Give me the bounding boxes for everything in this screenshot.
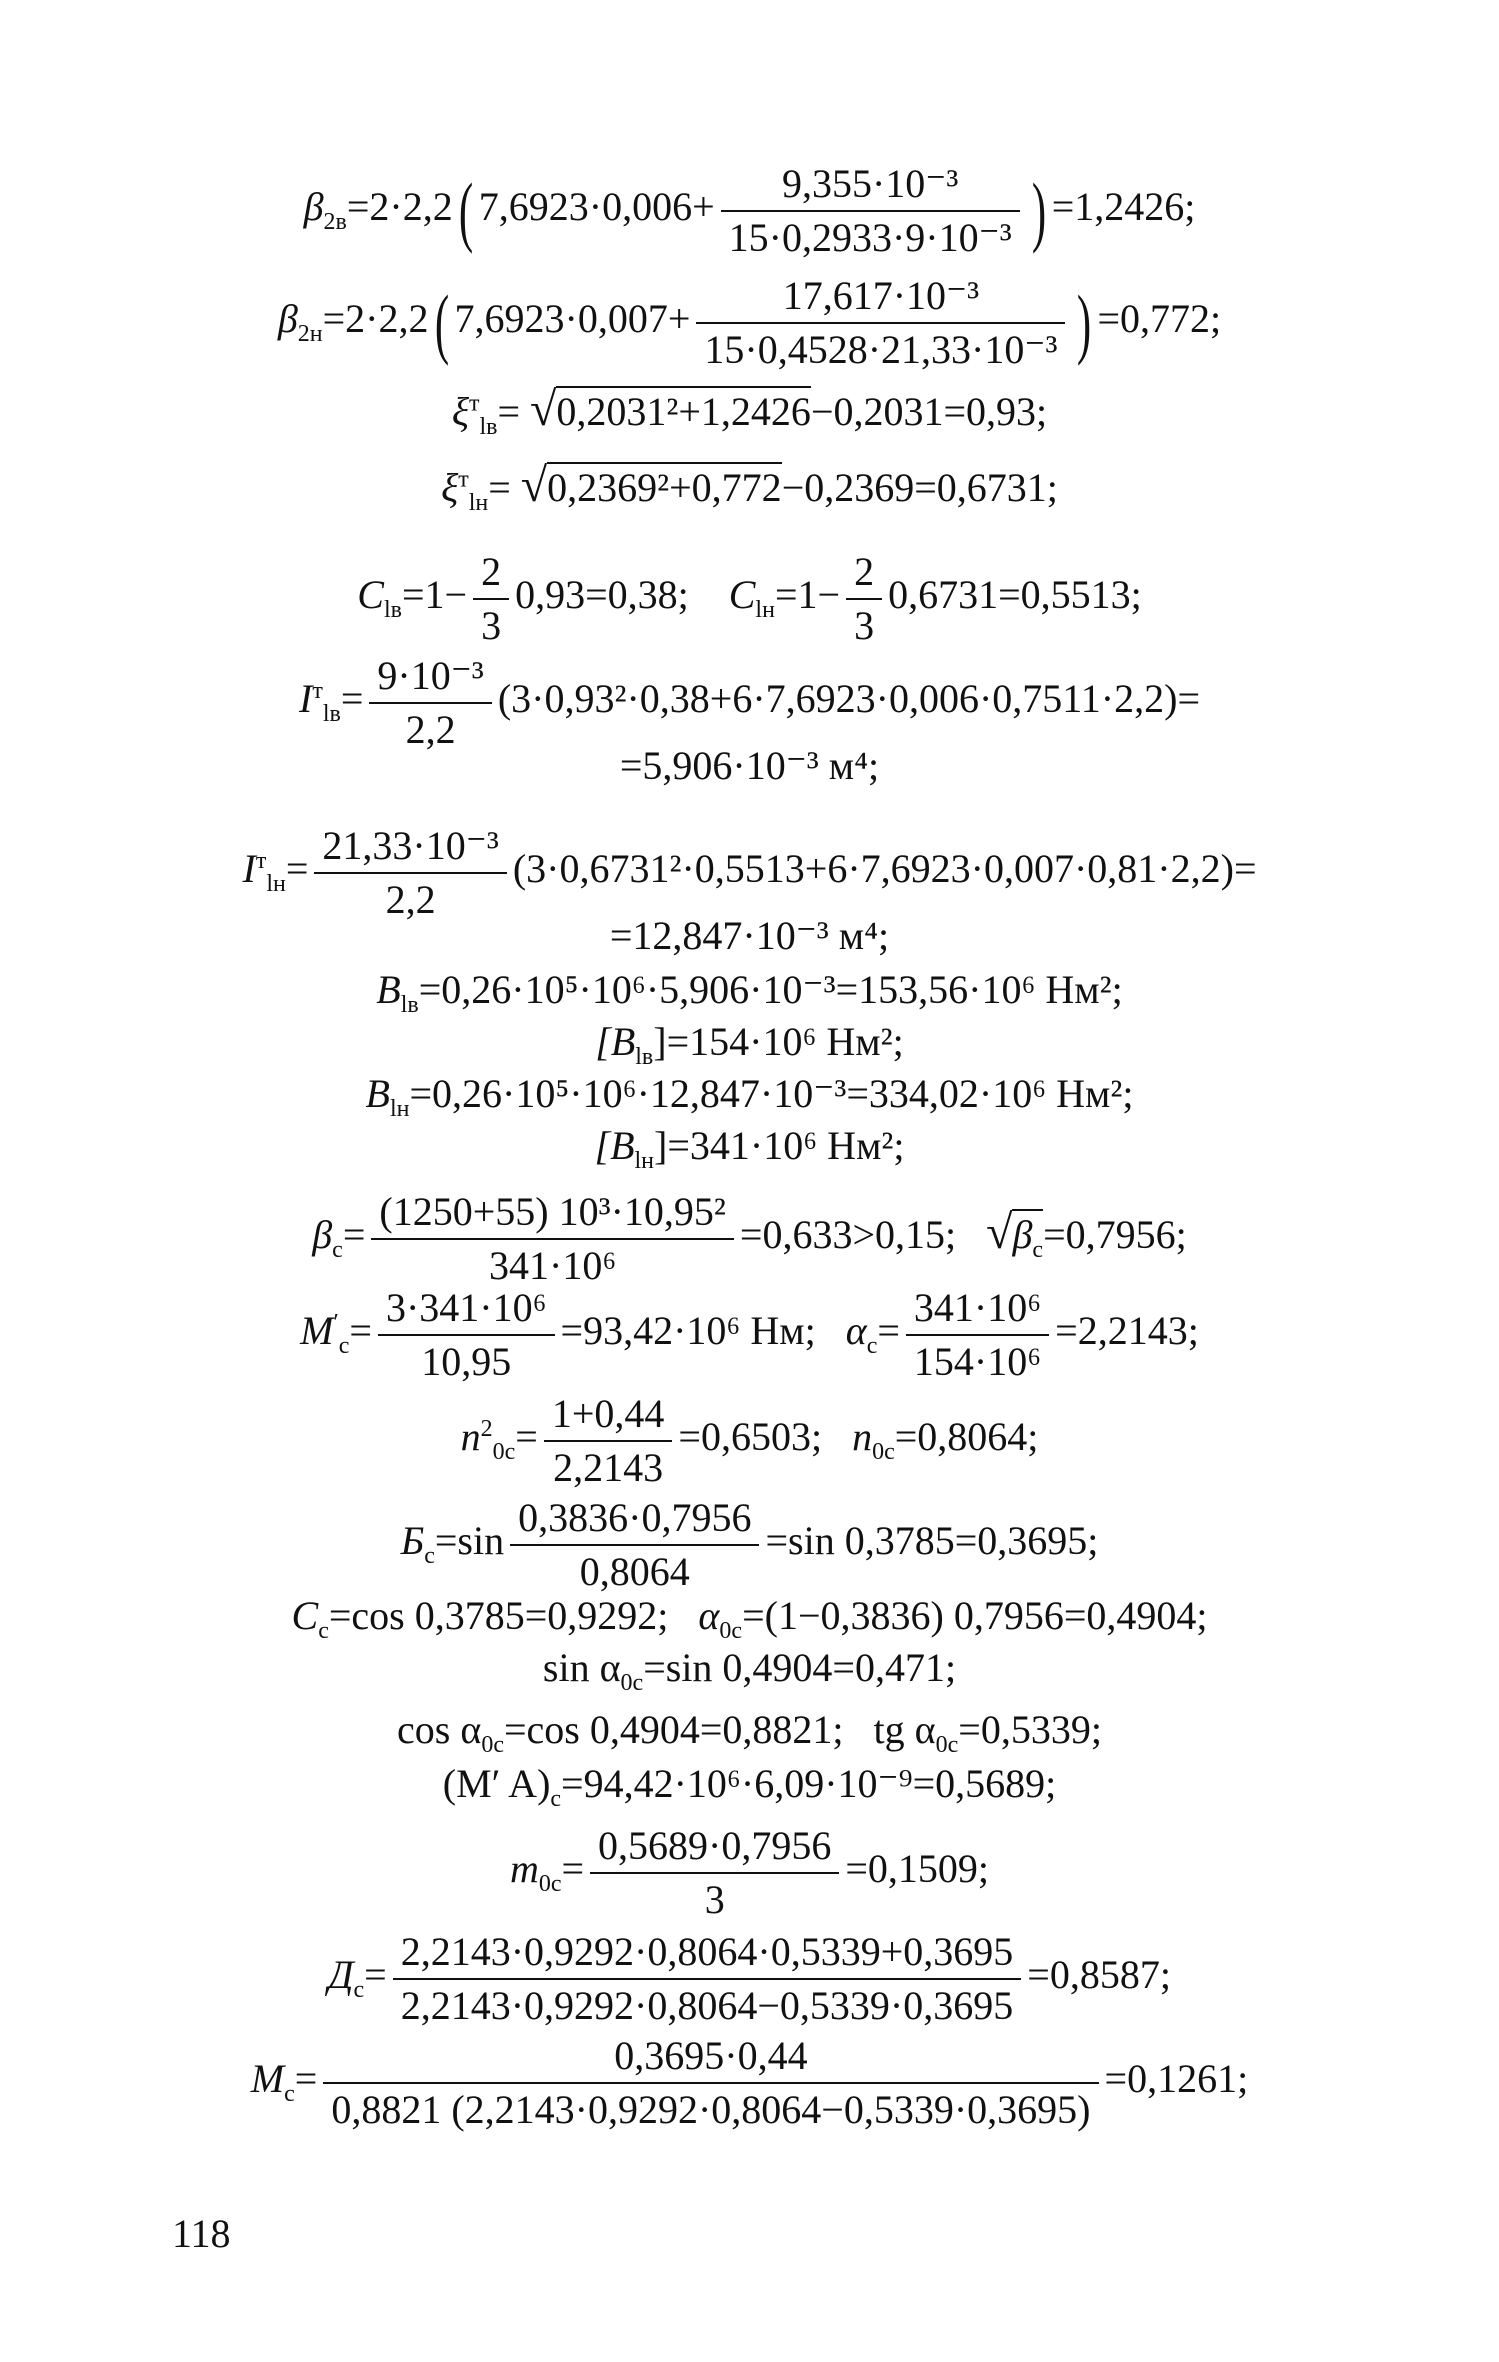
- expression: (3·0,93²·0,38+6·7,6923·0,006·0,7511·2,2)=: [497, 676, 1200, 722]
- equation-m0c: [0, 1822, 1499, 1924]
- equation-i-ln: [0, 822, 1499, 924]
- text: =: [877, 1308, 900, 1354]
- result: −0,2031=0,93;: [810, 389, 1048, 434]
- result: =1,2426;: [1051, 184, 1196, 230]
- text: 7,6923·0,007+: [454, 296, 691, 342]
- b-symbol: [B: [594, 1123, 635, 1168]
- denominator: 341·10⁶: [489, 1243, 617, 1288]
- text: =: [340, 676, 364, 722]
- subscript: с: [338, 1333, 350, 1360]
- result: =0,1261;: [1104, 2056, 1249, 2102]
- m-symbol: M: [300, 1308, 334, 1354]
- subscript: 2н: [297, 321, 323, 348]
- text: =: [515, 1414, 538, 1460]
- fraction: [371, 1188, 734, 1290]
- superscript: 2: [480, 1415, 493, 1442]
- fraction: [314, 822, 506, 924]
- alpha-symbol: α: [698, 1593, 720, 1638]
- d-symbol: Д: [328, 1952, 354, 1998]
- superscript: ′: [333, 1309, 339, 1336]
- equation-d-c: [0, 1928, 1499, 2030]
- result: =0,5339;: [958, 1707, 1102, 1752]
- result: ]=341·10⁶ Нм²;: [654, 1123, 905, 1168]
- numerator: 3·341·10⁶: [378, 1284, 555, 1336]
- text: cos α: [397, 1707, 482, 1752]
- fraction: [906, 1284, 1049, 1386]
- beta-symbol: β: [277, 296, 298, 342]
- numerator: 17,617·10⁻³: [696, 272, 1065, 324]
- result: =2,2143;: [1055, 1308, 1199, 1354]
- fraction: [846, 548, 882, 650]
- denominator: 0,8064: [579, 1549, 690, 1594]
- denominator: 10,95: [421, 1339, 512, 1384]
- paren: ): [1077, 279, 1092, 366]
- subscript: lв: [400, 992, 419, 1018]
- equation-b-lv-rounded: [0, 1018, 1499, 1070]
- numerator: 341·10⁶: [906, 1284, 1049, 1336]
- equation-c-l: [0, 548, 1499, 650]
- numerator: 21,33·10⁻³: [314, 822, 506, 874]
- text: =2·2,2: [346, 184, 453, 230]
- denominator: 154·10⁶: [913, 1339, 1042, 1384]
- equation-xi-lv: [0, 383, 1499, 440]
- radicand: [1012, 1209, 1044, 1264]
- subscript: с: [550, 1786, 562, 1812]
- result: =0,7956;: [1043, 1212, 1187, 1258]
- equation-mm-c: [0, 2032, 1499, 2134]
- m-symbol: m: [509, 1846, 539, 1892]
- fraction: [721, 160, 1020, 262]
- result: =12,847·10⁻³ м⁴;: [609, 913, 890, 958]
- equation-i-lv-result: [0, 742, 1499, 790]
- fraction: [473, 548, 509, 650]
- superscript: т: [458, 466, 469, 493]
- numerator: 0,5689·0,7956: [590, 1822, 839, 1874]
- text: =: [349, 1308, 372, 1354]
- equation-cc: [0, 1592, 1499, 1644]
- text: =: [497, 389, 521, 434]
- result: =sin 0,4904=0,471;: [643, 1645, 957, 1690]
- numerator: 0,3836·0,7956: [510, 1494, 759, 1546]
- subscript: lн: [389, 1096, 410, 1122]
- b-symbol: B: [376, 967, 401, 1012]
- subscript: lн: [634, 1148, 655, 1174]
- c-symbol: C: [291, 1593, 319, 1638]
- expression: (3·0,6731²·0,5513+6·7,6923·0,007·0,81·2,2)=: [512, 846, 1257, 892]
- subscript: с: [424, 1543, 435, 1570]
- beta-symbol: β: [312, 1212, 333, 1258]
- b-symbol: Б: [400, 1518, 425, 1564]
- result: =cos 0,4904=0,8821;: [503, 1707, 844, 1752]
- paren: ): [1031, 167, 1046, 254]
- numerator: 2,2143·0,9292·0,8064·0,5339+0,3695: [393, 1928, 1022, 1980]
- subscript: lв: [383, 597, 402, 624]
- denominator: 0,8821 (2,2143·0,9292·0,8064−0,5339·0,3695): [331, 2087, 1091, 2132]
- equation-n-c: [0, 1390, 1499, 1492]
- fraction: [378, 1284, 555, 1386]
- c-symbol: C: [728, 572, 756, 618]
- paren: (: [434, 279, 449, 366]
- subscript: lв: [322, 701, 341, 728]
- denominator: 2,2143: [553, 1445, 664, 1490]
- subscript: с: [353, 1977, 365, 2004]
- subscript: 0с: [872, 1439, 895, 1466]
- fraction: [544, 1390, 673, 1492]
- fraction: [590, 1822, 839, 1924]
- result: 0,6731=0,5513;: [888, 572, 1142, 618]
- numerator: 2: [846, 548, 882, 600]
- alpha-symbol: α: [845, 1308, 867, 1354]
- numerator: 9·10⁻³: [369, 652, 491, 704]
- fraction: [510, 1494, 759, 1596]
- beta-symbol: β: [1012, 1212, 1033, 1258]
- result: =94,42·10⁶·6,09·10⁻⁹=0,5689;: [561, 1761, 1057, 1806]
- c-symbol: C: [357, 572, 384, 618]
- result: −0,2369=0,6731;: [781, 465, 1058, 510]
- xi-symbol: ξ: [441, 465, 459, 510]
- n-symbol: n: [460, 1414, 481, 1460]
- text: sin α: [542, 1645, 621, 1690]
- xi-symbol: ξ: [451, 389, 469, 434]
- equation-i-ln-result: [0, 912, 1499, 960]
- denominator: 2,2: [385, 877, 436, 922]
- subscript: с: [284, 2081, 295, 2108]
- numerator: (1250+55) 10³·10,95²: [371, 1188, 734, 1240]
- result: =0,1509;: [845, 1846, 990, 1892]
- fraction: [323, 2032, 1098, 2134]
- text: 7,6923·0,006+: [478, 184, 715, 230]
- fraction: [393, 1928, 1022, 2030]
- paren: (: [458, 167, 473, 254]
- superscript: т: [468, 390, 480, 417]
- subscript: с: [866, 1333, 878, 1360]
- subscript: lв: [479, 414, 498, 440]
- result: =93,42·10⁶ Нм;: [560, 1308, 816, 1354]
- result: =0,26·10⁵·10⁶·12,847·10⁻³=334,02·10⁶ Нм²;: [409, 1071, 1134, 1116]
- result: =0,6503;: [678, 1414, 823, 1460]
- radical-sign: √: [520, 459, 548, 512]
- equation-m-c: [0, 1284, 1499, 1386]
- subscript: lн: [755, 597, 775, 624]
- equation-sin-alpha: [0, 1644, 1499, 1696]
- equation-b-ln-rounded: [0, 1122, 1499, 1174]
- denominator: 15·0,2933·9·10⁻³: [728, 215, 1012, 260]
- text: =sin: [434, 1518, 505, 1564]
- denominator: 2,2143·0,9292·0,8064−0,5339·0,3695: [400, 1983, 1014, 2028]
- i-symbol: I: [298, 676, 313, 722]
- equation-xi-ln: [0, 459, 1499, 516]
- subscript: 0с: [492, 1439, 516, 1466]
- radicand: 0,2369²+0,772: [547, 462, 782, 510]
- text: =: [364, 1952, 387, 1998]
- fraction: [696, 272, 1065, 374]
- m-symbol: M: [250, 2056, 285, 2102]
- radicand: 0,2031²+1,2426: [556, 386, 811, 434]
- text: tg α: [873, 1707, 936, 1752]
- superscript: т: [255, 847, 267, 874]
- result: =sin 0,3785=0,3695;: [765, 1518, 1099, 1564]
- page-number: 118: [172, 2211, 231, 2256]
- i-symbol: I: [242, 846, 256, 892]
- subscript: 0с: [481, 1732, 504, 1758]
- equation-i-lv: [0, 652, 1499, 754]
- result: =0,8587;: [1027, 1952, 1171, 1998]
- text: =: [488, 465, 511, 510]
- result: =0,8064;: [894, 1414, 1039, 1460]
- b-symbol: B: [365, 1071, 390, 1116]
- equation-cos-tg-alpha: [0, 1706, 1499, 1758]
- denominator: 2,2: [405, 707, 456, 752]
- numerator: 9,355·10⁻³: [721, 160, 1020, 212]
- subscript: 0с: [538, 1871, 562, 1898]
- subscript: 0с: [719, 1618, 743, 1644]
- text: =: [285, 846, 309, 892]
- result: =(1−0,3836) 0,7956=0,4904;: [742, 1593, 1208, 1638]
- text: (M′ A): [442, 1761, 551, 1806]
- beta-symbol: β: [303, 184, 324, 230]
- denominator: 3: [854, 603, 875, 648]
- text: =: [342, 1212, 366, 1258]
- equation-b-lv: [0, 966, 1499, 1018]
- equation-b-ln: [0, 1070, 1499, 1122]
- result: =0,772;: [1097, 296, 1222, 342]
- subscript: lв: [635, 1044, 654, 1070]
- result: 0,93=0,38;: [515, 572, 689, 618]
- subscript: lн: [266, 871, 286, 898]
- denominator: 15·0,4528·21,33·10⁻³: [704, 327, 1058, 372]
- radical-sign: √: [986, 1206, 1013, 1260]
- denominator: 3: [704, 1877, 725, 1922]
- equation-beta-c: [0, 1188, 1499, 1290]
- result: =0,26·10⁵·10⁶·5,906·10⁻³=153,56·10⁶ Нм²;: [418, 967, 1123, 1012]
- subscript: 0с: [935, 1732, 959, 1758]
- subscript: с: [318, 1618, 329, 1644]
- b-symbol: [B: [595, 1019, 636, 1064]
- equation-beta-2v: [0, 160, 1499, 262]
- subscript: 2в: [323, 209, 347, 236]
- equation-ma: [0, 1760, 1499, 1812]
- n-symbol: n: [852, 1414, 873, 1460]
- subscript: 0с: [620, 1670, 644, 1696]
- result: =cos 0,3785=0,9292;: [328, 1593, 669, 1638]
- radical-sign: √: [530, 383, 557, 436]
- equation-b-c: [0, 1494, 1499, 1596]
- result: ]=154·10⁶ Нм²;: [653, 1019, 904, 1064]
- text: =: [561, 1846, 585, 1892]
- text: =1−: [401, 572, 468, 618]
- text: =2·2,2: [322, 296, 429, 342]
- superscript: т: [312, 677, 323, 704]
- numerator: 2: [473, 548, 509, 600]
- text: =1−: [774, 572, 841, 618]
- subscript: с: [1032, 1237, 1044, 1264]
- fraction: [369, 652, 491, 754]
- numerator: 0,3695·0,44: [323, 2032, 1098, 2084]
- result: =0,633>0,15;: [739, 1212, 957, 1258]
- result: =5,906·10⁻³ м⁴;: [619, 743, 880, 788]
- denominator: 3: [481, 603, 502, 648]
- subscript: с: [332, 1237, 343, 1264]
- text: =: [294, 2056, 318, 2102]
- equation-beta-2n: [0, 272, 1499, 374]
- numerator: 1+0,44: [544, 1390, 673, 1442]
- subscript: lн: [468, 490, 489, 516]
